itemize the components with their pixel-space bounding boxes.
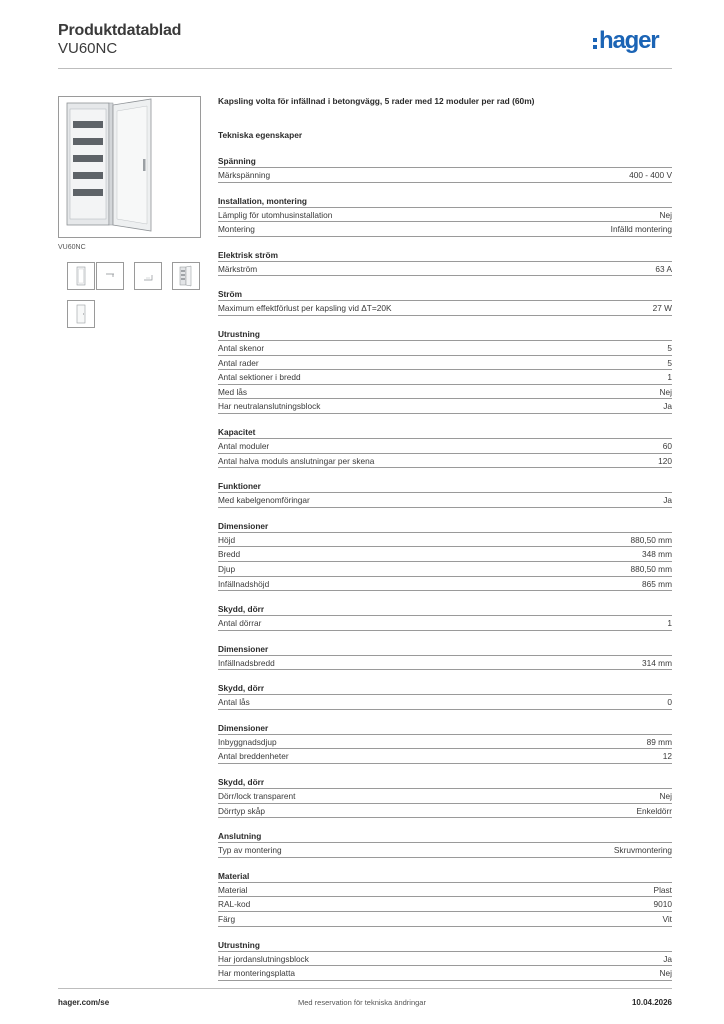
spec-section <box>218 520 672 591</box>
spec-label: Material <box>218 884 248 895</box>
spec-value: 1 <box>667 372 672 383</box>
thumbnail-side[interactable] <box>134 262 162 290</box>
spec-value: 5 <box>667 342 672 353</box>
spec-row <box>218 547 672 562</box>
spec-label: Har monteringsplatta <box>218 968 296 979</box>
spec-label: Märkspänning <box>218 170 271 180</box>
spec-label: Infällnadshöjd <box>218 578 270 589</box>
footer-date: 10.04.2026 <box>631 998 672 1007</box>
spec-row <box>218 454 672 469</box>
spec-label: Antal breddenheter <box>218 751 289 762</box>
spec-value: 348 mm <box>642 549 672 560</box>
spec-value: 314 mm <box>642 657 672 668</box>
spec-row <box>218 208 672 223</box>
spec-value: Nej <box>659 968 672 979</box>
product-code: VU60NC <box>58 40 118 57</box>
spec-section <box>218 480 672 508</box>
spec-row <box>218 804 672 819</box>
spec-label: Typ av montering <box>218 845 282 856</box>
spec-label: Inbyggnadsdjup <box>218 736 277 747</box>
spec-section <box>218 830 672 858</box>
spec-label: Montering <box>218 224 255 235</box>
spec-value: 5 <box>667 357 672 368</box>
spec-section <box>218 682 672 710</box>
spec-row <box>218 533 672 548</box>
spec-label: Lämplig för utomhusinstallation <box>218 209 333 220</box>
spec-label: Antal halva moduls anslutningar per skena <box>218 455 375 466</box>
spec-label: Med lås <box>218 386 248 397</box>
spec-value: 120 <box>658 455 672 466</box>
spec-label: Infällnadsbredd <box>218 657 275 668</box>
thumbnail-open[interactable] <box>172 262 200 290</box>
spec-value: 400 - 400 V <box>629 170 672 180</box>
spec-label: Antal skenor <box>218 342 265 353</box>
spec-row <box>218 356 672 371</box>
section-heading: Skydd, dörr <box>218 776 672 789</box>
spec-section <box>218 603 672 631</box>
spec-label: Märkström <box>218 263 258 274</box>
section-heading: Utrustning <box>218 939 672 952</box>
spec-section <box>218 426 672 468</box>
spec-row <box>218 912 672 927</box>
product-image <box>58 96 201 238</box>
spec-value: 60 <box>662 440 672 451</box>
spec-label: Djup <box>218 563 236 574</box>
section-heading: Dimensioner <box>218 643 672 656</box>
spec-row <box>218 966 672 981</box>
section-heading: Funktioner <box>218 480 672 493</box>
logo-text: hager <box>599 27 659 54</box>
spec-row <box>218 577 672 592</box>
footer-website[interactable]: hager.com/se <box>58 998 110 1007</box>
spec-label: Höjd <box>218 534 236 545</box>
spec-section <box>218 870 672 927</box>
spec-row <box>218 301 672 316</box>
spec-section <box>218 195 672 237</box>
spec-value: Nej <box>659 209 672 220</box>
spec-row <box>218 493 672 508</box>
spec-value: 12 <box>662 751 672 762</box>
spec-row <box>218 749 672 764</box>
spec-label: Färg <box>218 914 236 925</box>
spec-row <box>218 897 672 912</box>
enclosure-illustration <box>59 97 200 237</box>
spec-value: 865 mm <box>642 578 672 589</box>
section-heading: Skydd, dörr <box>218 682 672 695</box>
spec-value: 880,50 mm <box>630 563 672 574</box>
image-caption: VU60NC <box>58 244 86 251</box>
spec-label: Har neutralanslutningsblock <box>218 401 321 412</box>
spec-row <box>218 883 672 898</box>
top-view-icon <box>97 263 123 289</box>
spec-section <box>218 643 672 671</box>
spec-label: Antal lås <box>218 697 250 708</box>
spec-value: Ja <box>663 953 672 964</box>
spec-section <box>218 722 672 764</box>
section-heading: Dimensioner <box>218 520 672 533</box>
spec-value: Skruvmontering <box>613 845 672 856</box>
open-door-icon <box>173 263 199 289</box>
spec-value: 9010 <box>653 899 672 910</box>
spec-row <box>218 262 672 277</box>
spec-row <box>218 341 672 356</box>
spec-row <box>218 222 672 237</box>
spec-row <box>218 952 672 967</box>
section-heading: Skydd, dörr <box>218 603 672 616</box>
spec-label: RAL-kod <box>218 899 251 910</box>
spec-label: Antal rader <box>218 357 259 368</box>
spec-section <box>218 288 672 316</box>
thumbnail-closed[interactable] <box>67 300 95 328</box>
thumbnail-top[interactable] <box>96 262 124 290</box>
spec-value: Vit <box>662 914 672 925</box>
section-heading: Anslutning <box>218 830 672 843</box>
spec-row <box>218 370 672 385</box>
spec-row <box>218 656 672 671</box>
spec-label: Dörrtyp skåp <box>218 805 266 816</box>
spec-label: Antal dörrar <box>218 618 262 629</box>
closed-door-icon <box>68 301 94 327</box>
spec-row <box>218 562 672 577</box>
spec-label: Bredd <box>218 549 241 560</box>
section-heading: Installation, montering <box>218 195 672 208</box>
spec-value: Plast <box>653 884 672 895</box>
spec-value: Infälld montering <box>610 224 672 235</box>
spec-value: Ja <box>663 495 672 506</box>
front-view-icon <box>68 263 94 289</box>
spec-value: 880,50 mm <box>630 534 672 545</box>
spec-label: Med kabelgenomföringar <box>218 495 310 506</box>
spec-value: Enkeldörr <box>636 805 672 816</box>
footer-disclaimer: Med reservation för tekniska ändringar <box>298 998 426 1007</box>
spec-value: 1 <box>667 618 672 629</box>
spec-label: Dörr/lock transparent <box>218 791 296 802</box>
spec-label: Antal moduler <box>218 440 270 451</box>
section-heading: Ström <box>218 288 672 301</box>
spec-label: Har jordanslutningsblock <box>218 953 309 964</box>
spec-value: Nej <box>659 386 672 397</box>
spec-row <box>218 616 672 631</box>
spec-section <box>218 776 672 818</box>
spec-row <box>218 439 672 454</box>
tech-specs-title: Tekniska egenskaper <box>218 130 303 140</box>
spec-value: Nej <box>659 791 672 802</box>
side-view-icon <box>135 263 161 289</box>
footer-divider <box>58 988 672 989</box>
thumbnail-front[interactable] <box>67 262 95 290</box>
section-heading: Dimensioner <box>218 722 672 735</box>
product-description: Kapsling volta för infällnad i betongvägg, 5 rader med 12 moduler per rad (60m) <box>218 96 535 106</box>
spec-table <box>218 155 672 993</box>
spec-row <box>218 385 672 400</box>
spec-row <box>218 695 672 710</box>
header-divider <box>58 68 672 69</box>
spec-value: 63 A <box>655 263 672 274</box>
section-heading: Material <box>218 870 672 883</box>
spec-row <box>218 399 672 414</box>
spec-section <box>218 249 672 277</box>
spec-value: 27 W <box>652 303 672 314</box>
hager-logo <box>593 28 658 54</box>
section-heading: Kapacitet <box>218 426 672 439</box>
section-heading: Elektrisk ström <box>218 249 672 262</box>
spec-value: 0 <box>667 697 672 708</box>
spec-value: Ja <box>663 401 672 412</box>
section-heading: Spänning <box>218 155 672 168</box>
spec-section <box>218 155 672 183</box>
document-title: Produktdatablad <box>58 22 182 39</box>
section-heading: Utrustning <box>218 328 672 341</box>
spec-row <box>218 789 672 804</box>
spec-row <box>218 843 672 858</box>
spec-label: Maximum effektförlust per kapsling vid ΔT=20K <box>218 303 392 314</box>
spec-section <box>218 328 672 414</box>
spec-row <box>218 735 672 750</box>
spec-label: Antal sektioner i bredd <box>218 372 301 383</box>
spec-section <box>218 939 672 981</box>
logo-dots-icon <box>593 38 597 49</box>
spec-row <box>218 168 672 183</box>
spec-value: 89 mm <box>646 736 672 747</box>
